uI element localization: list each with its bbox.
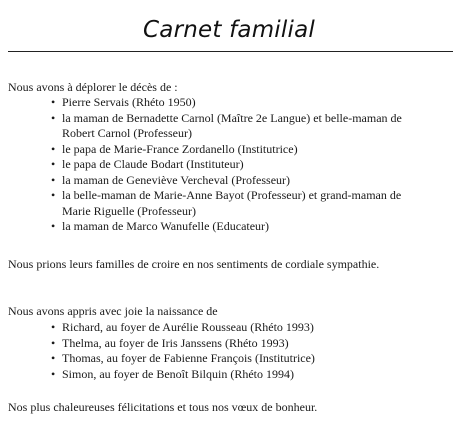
list-item-text: Thelma, au foyer de Iris Janssens (Rhéto 1993)	[62, 335, 289, 350]
deaths-closing: Nous prions leurs familles de croire en nos sentiments de cordiale sympathie.	[8, 257, 380, 271]
list-item-text: Pierre Servais (Rhéto 1950)	[62, 95, 196, 109]
births-intro: Nous avons appris avec joie la naissance de	[8, 304, 218, 318]
bullet-icon: •	[51, 320, 56, 334]
deaths-intro: Nous avons à déplorer le décès de :	[8, 80, 178, 94]
births-list	[0, 320, 450, 382]
bullet-icon: •	[51, 219, 56, 233]
bullet-icon: •	[51, 157, 56, 171]
list-item-text: Thomas, au foyer de Fabienne François (Institutrice)	[62, 351, 315, 365]
list-item	[0, 219, 450, 235]
page-title: Carnet familial	[143, 17, 315, 43]
list-item	[0, 320, 450, 336]
list-item-text: Richard, au foyer de Aurélie Rousseau (Rhéto 1993)	[62, 320, 314, 334]
list-item-text: la maman de Geneviève Vercheval (Professeur)	[62, 172, 291, 187]
list-item	[0, 351, 450, 367]
list-item-text: la belle-maman de Marie-Anne Bayot (Professeur) et grand-maman de	[62, 188, 402, 202]
list-item-continuation: Robert Carnol (Professeur)	[62, 126, 192, 140]
bullet-icon: •	[51, 95, 56, 109]
list-item-text: le papa de Claude Bodart (Instituteur)	[62, 157, 244, 171]
list-item-text: la maman de Marco Wanufelle (Educateur)	[62, 219, 270, 233]
list-item	[0, 336, 450, 352]
list-item	[0, 142, 450, 158]
list-item-continuation: Marie Riguelle (Professeur)	[62, 203, 196, 218]
bullet-icon: •	[51, 188, 56, 202]
bullet-icon: •	[51, 110, 56, 125]
bullet-icon: •	[51, 172, 56, 187]
births-closing: Nos plus chaleureuses félicitations et tous nos vœux de bonheur.	[8, 400, 318, 414]
list-item	[0, 95, 450, 111]
bullet-icon: •	[51, 366, 56, 381]
list-item-text: le papa de Marie-France Zordanello (Institutrice)	[62, 141, 298, 156]
bullet-icon: •	[51, 351, 56, 365]
list-item	[0, 367, 450, 383]
list-item	[0, 111, 450, 142]
list-item-text: la maman de Bernadette Carnol (Maître 2e Langue) et belle-maman de	[62, 110, 402, 125]
list-item-text: Simon, au foyer de Benoît Bilquin (Rhéto 1994)	[62, 366, 294, 381]
deaths-list	[0, 95, 450, 235]
list-item	[0, 157, 450, 173]
bullet-icon: •	[51, 335, 56, 350]
bullet-icon: •	[51, 141, 56, 156]
list-item	[0, 188, 450, 219]
title-divider	[8, 51, 453, 52]
list-item	[0, 173, 450, 189]
